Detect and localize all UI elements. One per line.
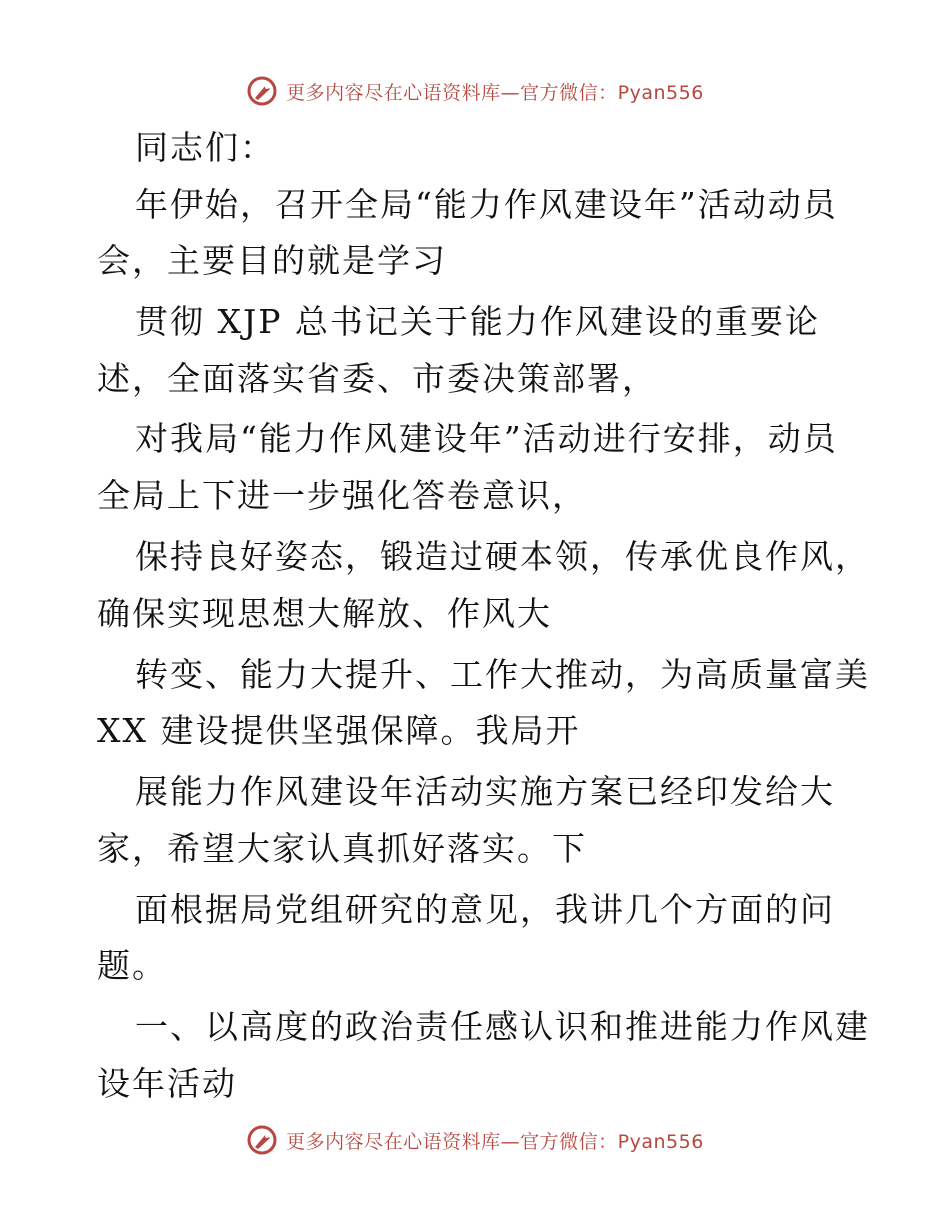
- text-line: 述，全面落实省委、市委决策部署，: [97, 359, 657, 398]
- text-line: 家，希望大家认真抓好落实。下: [97, 829, 587, 868]
- text-line: 展能力作风建设年活动实施方案已经印发给大: [135, 772, 835, 811]
- text-line: 面根据局党组研究的意见，我讲几个方面的问: [135, 890, 835, 929]
- text-line: 保持良好姿态，锻造过硬本领，传承优良作风，: [135, 537, 870, 576]
- text-line: 确保实现思想大解放、作风大: [97, 594, 552, 633]
- pen-nib-logo-icon: [246, 1124, 278, 1156]
- text-line: 年伊始，召开全局“能力作风建设年”活动动员: [135, 185, 838, 224]
- text-line: 转变、能力大提升、工作大推动，为高质量富美: [135, 655, 870, 694]
- watermark-header: [0, 71, 950, 111]
- text-line: 一、以高度的政治责任感认识和推进能力作风建: [135, 1007, 870, 1046]
- text-line: 会，主要目的就是学习: [97, 241, 447, 280]
- text-line: 对我局“能力作风建设年”活动进行安排，动员: [135, 419, 838, 458]
- text-line: 同志们：: [135, 128, 275, 167]
- watermark-text: 更多内容尽在心语资料库—官方微信：Pyan556: [286, 1130, 704, 1153]
- pen-nib-logo-icon: [246, 75, 278, 107]
- text-line: 全局上下进一步强化答卷意识，: [97, 476, 587, 515]
- text-line: 贯彻 XJP 总书记关于能力作风建设的重要论: [135, 302, 820, 341]
- text-line: XX 建设提供坚强保障。我局开: [97, 711, 581, 750]
- watermark-text: 更多内容尽在心语资料库—官方微信：Pyan556: [286, 81, 704, 104]
- watermark-footer: [0, 1120, 950, 1160]
- text-line: 题。: [97, 946, 167, 985]
- text-line: 设年活动: [97, 1064, 237, 1103]
